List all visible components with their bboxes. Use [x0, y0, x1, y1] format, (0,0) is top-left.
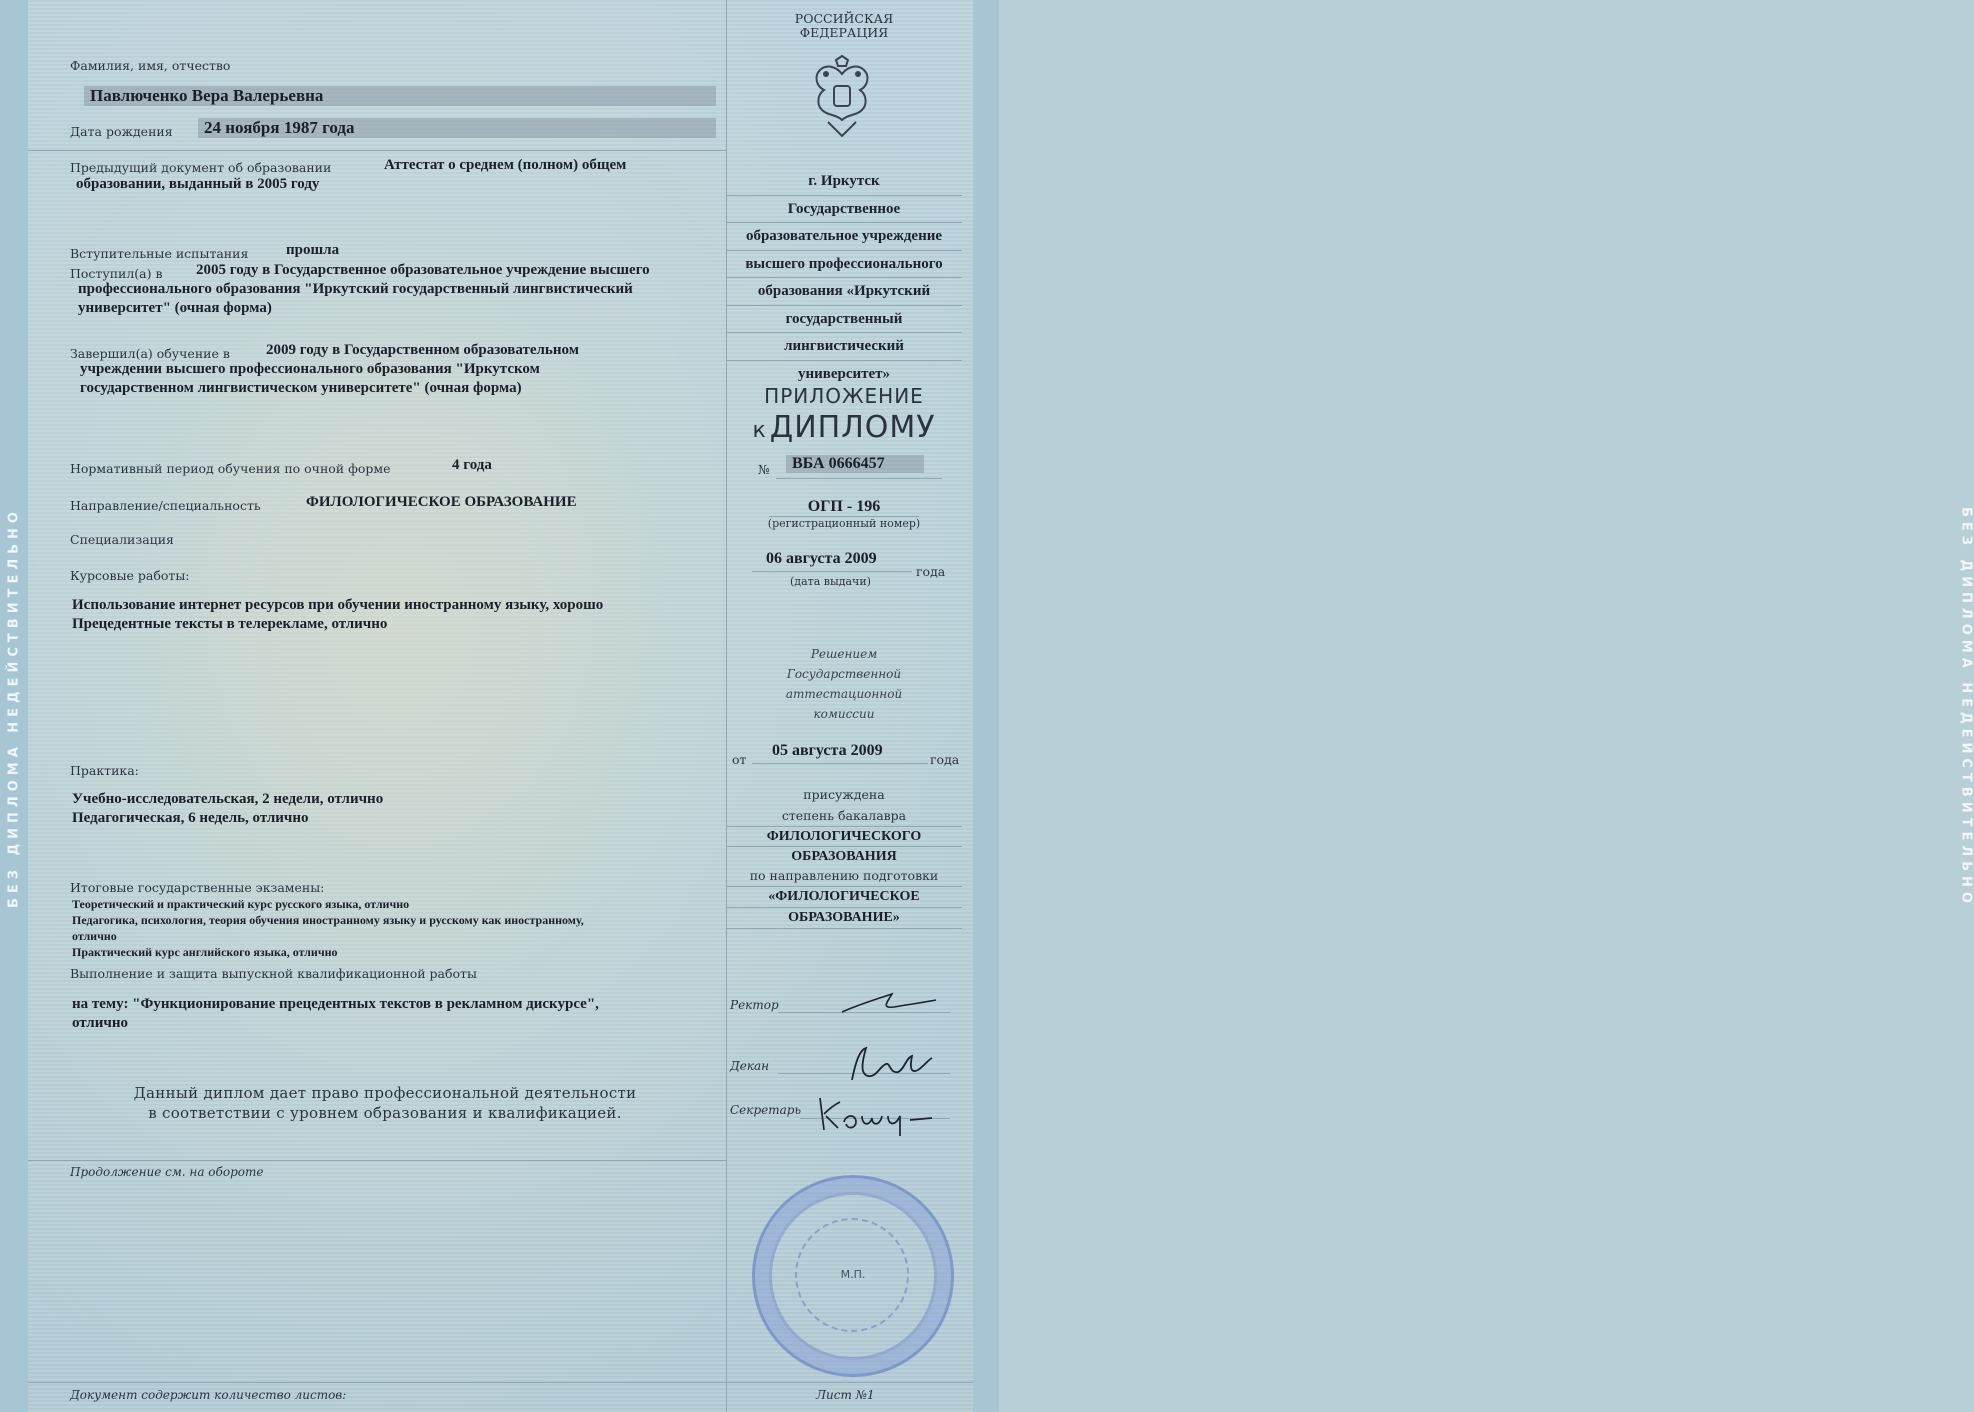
- completed-line-3: государственном лингвистическом университете" (очная форма): [80, 380, 522, 396]
- specialty-value: ФИЛОЛОГИЧЕСКОЕ ОБРАЗОВАНИЕ: [306, 494, 577, 510]
- thesis-line-1: на тему: "Функционирование прецедентных текстов в рекламном дискурсе",: [72, 996, 599, 1012]
- prev-doc-value-1: Аттестат о среднем (полном) общем: [384, 157, 627, 173]
- decision-date-prefix: от: [732, 752, 747, 767]
- appendix-prefix: к: [752, 418, 766, 443]
- decision-line-1: Решением: [810, 647, 878, 661]
- right-band-text: БЕЗ ДИПЛОМА НЕДЕЙСТВИТЕЛЬНО: [1958, 507, 1974, 908]
- appendix-title-1: ПРИЛОЖЕНИЕ: [764, 384, 924, 408]
- country-line-1: РОССИЙСКАЯ: [794, 11, 894, 26]
- decision-date-value: 05 августа 2009: [772, 742, 883, 759]
- decision-block: [726, 644, 962, 724]
- secretary-label: Секретарь: [730, 1103, 801, 1117]
- double-headed-eagle-icon: [806, 56, 878, 140]
- institution-line-5: образования «Иркутский: [726, 278, 962, 306]
- decision-line-2: Государственной: [786, 667, 902, 681]
- rights-line-2: в соответствии с уровнем образования и квалификацией.: [148, 1104, 622, 1122]
- dean-label: Декан: [730, 1059, 770, 1073]
- specialty-label: Направление/специальность: [70, 498, 261, 513]
- reg-number-block: [726, 498, 962, 530]
- practice-item-1: Учебно-исследовательская, 2 недели, отлично: [72, 791, 384, 807]
- entrance-value: прошла: [286, 242, 340, 258]
- sheet-number: Лист №1: [816, 1388, 875, 1402]
- coursework-label: Курсовые работы:: [70, 568, 190, 583]
- sheets-count-label: Документ содержит количество листов:: [70, 1388, 347, 1402]
- institution-block: [726, 168, 962, 387]
- reg-number-value: ОГП - 196: [769, 498, 919, 517]
- issue-date-rule: [752, 571, 912, 572]
- institution-line-1: г. Иркутск: [726, 168, 962, 196]
- exams-item-2: Педагогика, психология, теория обучения иностранному языку и русскому как иностранному,: [72, 913, 584, 927]
- birth-value: 24 ноября 1987 года: [198, 118, 716, 138]
- header-divider: [28, 150, 726, 151]
- country-line-2: ФЕДЕРАЦИЯ: [799, 25, 889, 40]
- completed-line-2: учреждении высшего профессионального образования "Иркутском: [80, 361, 540, 377]
- specialization-label: Специализация: [70, 532, 174, 547]
- award-line-3: ФИЛОЛОГИЧЕСКОГО: [726, 827, 962, 847]
- country-header: [726, 12, 962, 40]
- issue-date-value: 06 августа 2009: [766, 550, 877, 567]
- diploma-number-label: №: [758, 462, 770, 477]
- award-line-6: «ФИЛОЛОГИЧЕСКОЕ: [726, 887, 962, 908]
- institution-line-8: университет»: [797, 365, 891, 382]
- award-line-4: ОБРАЗОВАНИЯ: [791, 849, 897, 864]
- issue-date-suffix: года: [916, 564, 946, 579]
- stamp-label: М.П.: [840, 1268, 866, 1281]
- diploma-number-value: ВБА 0666457: [786, 455, 924, 473]
- practice-label: Практика:: [70, 763, 139, 778]
- footer-divider: [28, 1160, 726, 1161]
- diploma-number-rule: [776, 478, 942, 479]
- continuation-note: Продолжение см. на обороте: [70, 1165, 264, 1179]
- secretary-signature-icon: [816, 1092, 934, 1140]
- award-line-2: степень бакалавра: [726, 806, 962, 827]
- left-band-text: БЕЗ ДИПЛОМА НЕДЕЙСТВИТЕЛЬНО: [6, 507, 22, 908]
- coursework-item-1: Использование интернет ресурсов при обучении иностранному языку, хорошо: [72, 597, 604, 613]
- exams-item-2-cont: отлично: [72, 929, 117, 943]
- completed-label: Завершил(а) обучение в: [70, 346, 230, 361]
- thesis-line-2: отлично: [72, 1015, 128, 1031]
- period-value: 4 года: [452, 457, 492, 473]
- award-line-5: по направлению подготовки: [726, 866, 962, 887]
- prev-doc-label: Предыдущий документ об образовании: [70, 160, 332, 175]
- reg-number-caption: (регистрационный номер): [767, 517, 921, 530]
- exams-label: Итоговые государственные экзамены:: [70, 880, 325, 895]
- decision-line-4: комиссии: [813, 707, 875, 721]
- appendix-word: ДИПЛОМУ: [769, 410, 936, 445]
- admitted-line-1: 2005 году в Государственное образовательное учреждение высшего: [196, 262, 650, 278]
- practice-item-2: Педагогическая, 6 недель, отлично: [72, 810, 309, 826]
- bottom-divider: [28, 1382, 973, 1383]
- institution-line-7: лингвистический: [726, 333, 962, 361]
- right-security-band: [973, 0, 1974, 1412]
- award-block: [726, 784, 962, 929]
- dean-signature-icon: [846, 1040, 936, 1088]
- decision-line-3: аттестационной: [785, 687, 903, 701]
- thesis-label: Выполнение и защита выпускной квалификационной работы: [70, 966, 477, 981]
- birth-label: Дата рождения: [70, 124, 173, 139]
- institution-line-6: государственный: [726, 306, 962, 334]
- official-stamp: [752, 1175, 954, 1377]
- prev-doc-value-2: образовании, выданный в 2005 году: [76, 176, 320, 192]
- left-security-band: [0, 0, 28, 1412]
- fio-value: Павлюченко Вера Валерьевна: [84, 86, 716, 106]
- fio-label: Фамилия, имя, отчество: [70, 58, 231, 73]
- institution-line-3: образовательное учреждение: [726, 223, 962, 251]
- award-line-7: ОБРАЗОВАНИЕ»: [726, 908, 962, 929]
- appendix-title-2: [726, 410, 962, 445]
- exams-item-1: Теоретический и практический курс русского языка, отлично: [72, 897, 410, 911]
- decision-date-rule: [752, 763, 928, 764]
- rights-line-1: Данный диплом дает право профессиональной деятельности: [133, 1084, 637, 1102]
- rector-signature-icon: [840, 990, 940, 1020]
- decision-date-suffix: года: [930, 752, 960, 767]
- period-label: Нормативный период обучения по очной форме: [70, 461, 391, 476]
- exams-item-3: Практический курс английского языка, отлично: [72, 945, 338, 959]
- issue-date-caption: (дата выдачи): [790, 575, 871, 588]
- completed-line-1: 2009 году в Государственном образовательном: [266, 342, 579, 358]
- institution-line-2: Государственное: [726, 196, 962, 224]
- coursework-item-2: Прецедентные тексты в телерекламе, отлично: [72, 616, 388, 632]
- entrance-label: Вступительные испытания: [70, 246, 249, 261]
- admitted-line-3: университет" (очная форма): [78, 300, 272, 316]
- admitted-label: Поступил(а) в: [70, 266, 163, 281]
- institution-line-4: высшего профессионального: [726, 251, 962, 279]
- admitted-line-2: профессионального образования "Иркутский государственный лингвистический: [78, 281, 633, 297]
- award-line-1: присуждена: [803, 787, 885, 802]
- rector-label: Ректор: [730, 998, 779, 1012]
